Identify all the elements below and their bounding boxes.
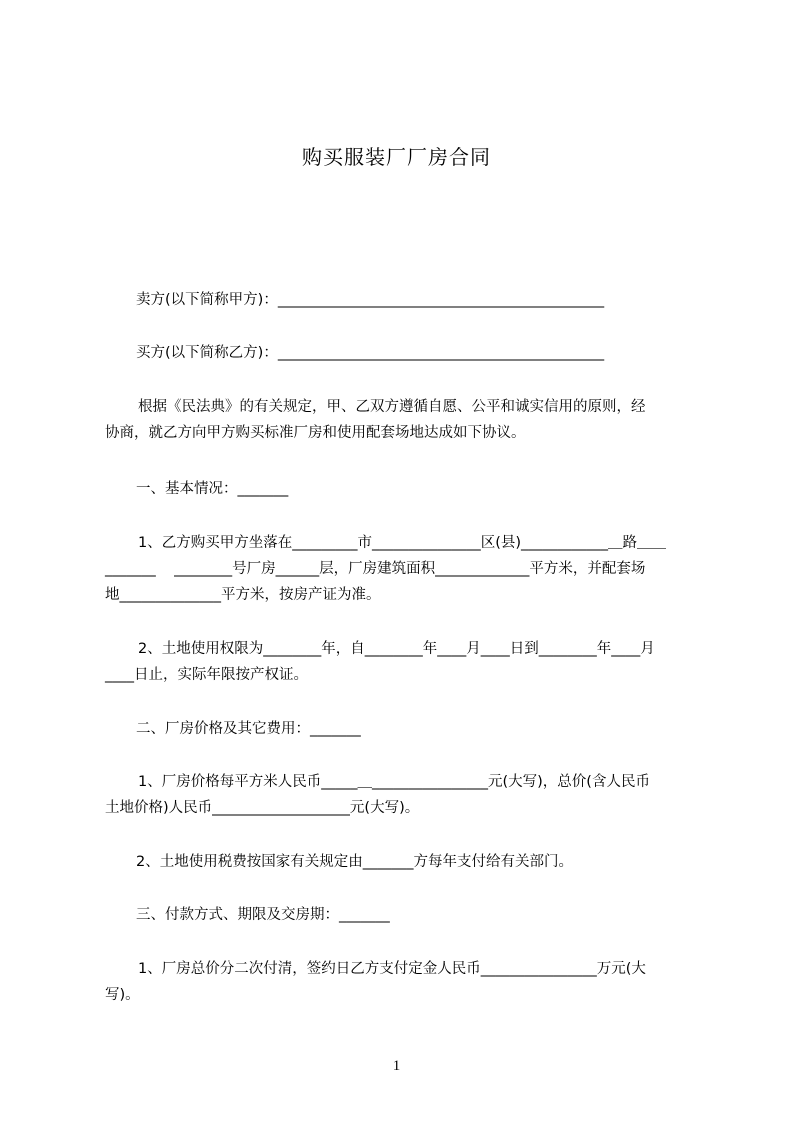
item-2-1-line-1: 1、厂房价格每平方米人民币_____＿________________元(大写)，总价(含人民币 <box>138 774 650 790</box>
buyer-line: 买方(以下简称乙方)：_____________________________________________ <box>136 345 605 361</box>
item-1-1-line-1: 1、乙方购买甲方坐落在_________市_______________区(县)____________＿路＿＿ <box>138 535 667 551</box>
item-1-1-line-2: _______ ________号厂房______层，厂房建筑面积_____________平方米，并配套场 <box>105 561 646 577</box>
item-2-1-line-2: 土地价格)人民币___________________元(大写)。 <box>105 800 420 816</box>
page-number: 1 <box>392 1058 401 1074</box>
section-1-heading: 一、基本情况：_______ <box>136 481 289 497</box>
item-1-2-line-1: 2、土地使用权限为________年，自________年____月____日到________年____月 <box>138 641 655 657</box>
item-1-1-line-3: 地______________平方米，按房产证为准。 <box>105 587 381 603</box>
contract-title: 购买服装厂厂房合同 <box>302 145 491 169</box>
intro-line-2: 协商，就乙方向甲方购买标准厂房和使用配套场地达成如下协议。 <box>105 425 526 441</box>
section-3-heading: 三、付款方式、期限及交房期：_______ <box>136 907 390 923</box>
item-3-1-line-1: 1、厂房总价分二次付清，签约日乙方支付定金人民币________________万元(大 <box>138 961 646 977</box>
seller-line: 卖方(以下简称甲方)：_____________________________________________ <box>136 292 605 308</box>
item-3-1-line-2: 写)。 <box>105 987 140 1003</box>
item-1-2-line-2: ____日止，实际年限按产权证。 <box>105 667 308 683</box>
item-2-2-line-1: 2、土地使用税费按国家有关规定由_______方每年支付给有关部门。 <box>136 854 573 870</box>
section-2-heading: 二、厂房价格及其它费用：_______ <box>136 721 361 737</box>
intro-line-1: 根据《民法典》的有关规定，甲、乙双方遵循自愿、公平和诚实信用的原则，经 <box>138 399 646 415</box>
